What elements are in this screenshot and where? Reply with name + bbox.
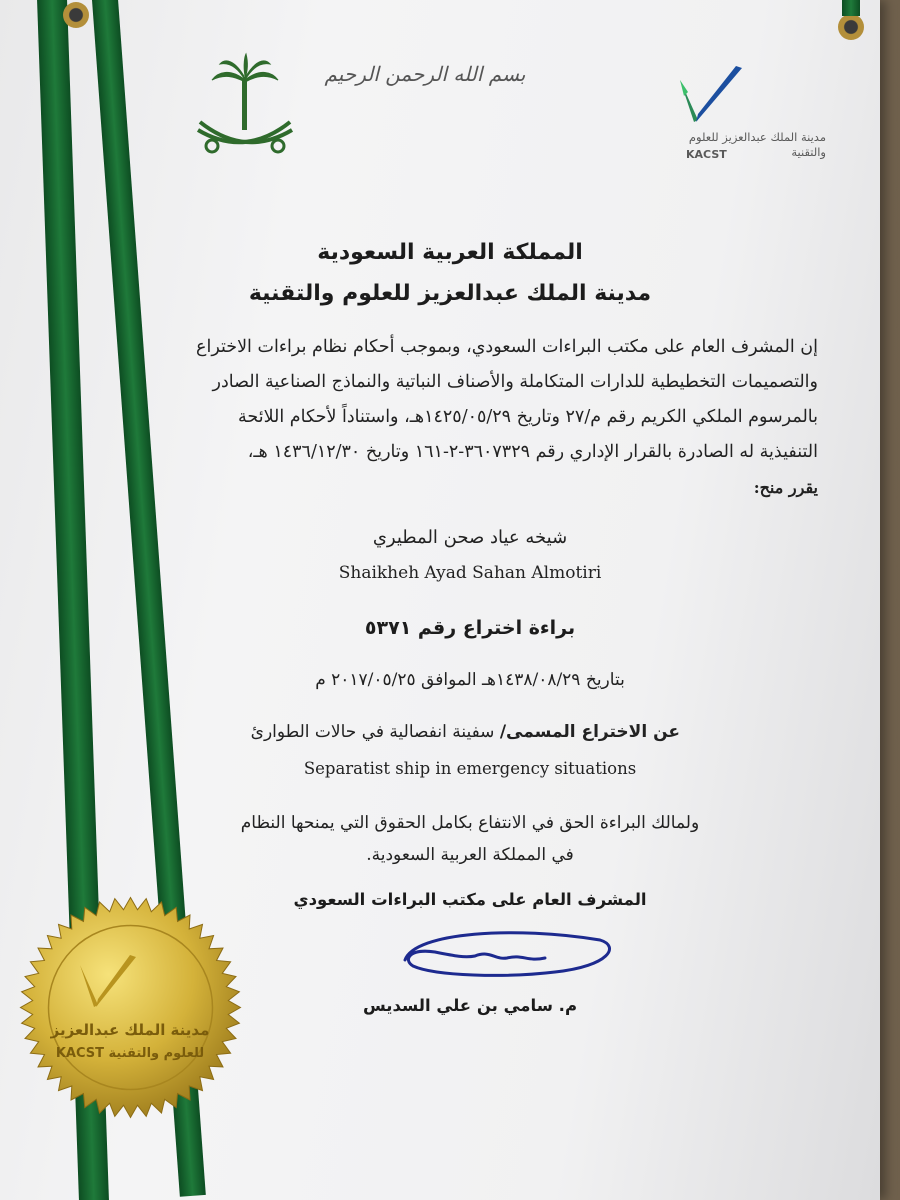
body-paragraph: [158, 330, 818, 505]
rights-line-2: في المملكة العربية السعودية.: [366, 845, 574, 865]
handwritten-signature: [395, 918, 625, 993]
body-line: التنفيذية له الصادرة بالقرار الإداري رقم ٣٦٠٧٣٢٩-٢-١٦١ وتاريخ ١٤٣٦/١٢/٣٠ هـ،: [247, 442, 818, 462]
body-line: يقرر منح:: [753, 478, 818, 497]
invention-line: [251, 722, 680, 742]
seal-text-line2: للعلوم والتقنية KACST: [55, 1046, 205, 1061]
signatory-name: م. سامي بن علي السديس: [362, 996, 578, 1015]
body-line: والتصميمات التخطيطية للدارات المتكاملة والأصناف النباتية والنماذج الصناعية الصادر: [212, 372, 818, 392]
invention-label: عن الاختراع المسمى/: [499, 722, 680, 742]
patent-date: بتاريخ ١٤٣٨/٠٨/٢٩هـ الموافق ٢٠١٧/٠٥/٢٥ م: [315, 670, 625, 690]
title-kacst: مدينة الملك عبدالعزيز للعلوم والتقنية: [248, 281, 652, 306]
basmala-calligraphy: بسم الله الرحمن الرحيم: [324, 62, 526, 86]
invention-title-arabic: سفينة انفصالية في حالات الطوارئ: [250, 722, 495, 742]
kacst-logo-icon: [676, 62, 746, 132]
grantee-name-english: Shaikheh Ayad Sahan Almotiri: [338, 563, 602, 583]
kacst-logo-arabic: مدينة الملك عبدالعزيز للعلوم والتقنية: [688, 130, 826, 159]
signatory-title: المشرف العام على مكتب البراءات السعودي: [293, 890, 647, 909]
grantee-name-arabic: شيخه عياد صحن المطيري: [372, 527, 568, 548]
title-kingdom: المملكة العربية السعودية: [317, 240, 583, 265]
body-line: بالمرسوم الملكي الكريم رقم م/٢٧ وتاريخ ١٤٢٥/٠٥/٢٩هـ، واستناداً لأحكام اللائحة: [238, 407, 818, 427]
eyelet-left: [63, 2, 89, 28]
rights-line-1: ولمالك البراءة الحق في الانتفاع بكامل الحقوق التي يمنحها النظام: [240, 813, 700, 833]
eyelet-right: [838, 14, 864, 40]
gold-seal: [18, 895, 243, 1120]
seal-text-line1: مدينة الملك عبدالعزيز: [50, 1021, 210, 1039]
patent-number: براءة اختراع رقم ٥٣٧١: [364, 617, 576, 639]
green-ribbon-top-right: [842, 0, 860, 16]
body-line: إن المشرف العام على مكتب البراءات السعودي، وبموجب أحكام نظام براءات الاختراع: [196, 337, 818, 357]
kacst-logo-latin: KACST: [686, 148, 727, 161]
invention-title-english: Separatist ship in emergency situations: [303, 759, 637, 778]
saudi-emblem-icon: [190, 50, 300, 170]
